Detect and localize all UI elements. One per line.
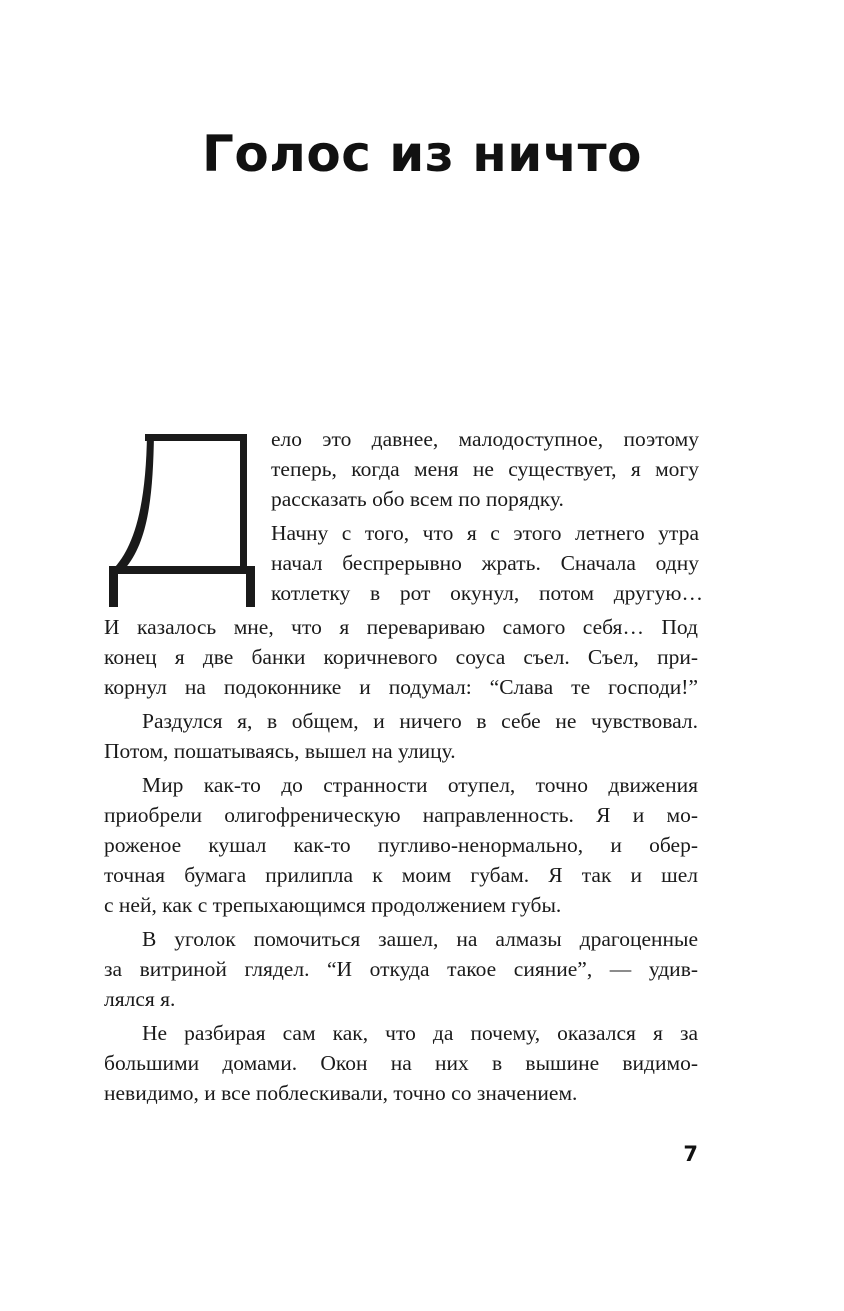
paragraph-line: конец я две банки коричневого соуса съел. Съел, при- (104, 645, 698, 669)
paragraph-line: Начну с того, что я с этого летнего утра (271, 521, 699, 545)
paragraph-line: приобрели олигофреническую направленность. Я и мо- (104, 803, 698, 827)
drop-cap (103, 432, 261, 608)
paragraph-line: точная бумага прилипла к моим губам. Я так и шел (104, 863, 698, 887)
paragraph-line: за витриной глядел. “И откуда такое сияние”, — удив- (104, 957, 698, 981)
paragraph-line: И казалось мне, что я перевариваю самого себя… Под (104, 615, 698, 639)
paragraph-line: начал беспрерывно жрать. Сначала одну (271, 551, 699, 575)
paragraph-line: лялся я. (104, 987, 176, 1011)
paragraph-line: теперь, когда меня не существует, я могу (271, 457, 699, 481)
paragraph-line: ело это давнее, малодоступное, поэтому (271, 427, 699, 451)
paragraph-line: В уголок помочиться зашел, на алмазы драгоценные (142, 927, 698, 951)
page-number: 7 (683, 1142, 698, 1166)
paragraph-line: рассказать обо всем по порядку. (271, 487, 564, 511)
paragraph-line: Не разбирая сам как, что да почему, оказался я за (142, 1021, 698, 1045)
drop-cap-letter-d (103, 432, 261, 608)
paragraph-line: Потом, пошатываясь, вышел на улицу. (104, 739, 456, 763)
paragraph-line: большими домами. Окон на них в вышине видимо- (104, 1051, 698, 1075)
chapter-title: Голос из ничто (202, 125, 642, 183)
paragraph-line: Раздулся я, в общем, и ничего в себе не чувствовал. (142, 709, 698, 733)
paragraph-line: Мир как-то до странности отупел, точно движения (142, 773, 698, 797)
paragraph-line: с ней, как с трепыхающимся продолжением губы. (104, 893, 562, 917)
paragraph-line: корнул на подоконнике и подумал: “Слава те господи!” (104, 675, 698, 699)
paragraph-line: невидимо, и все поблескивали, точно со значением. (104, 1081, 578, 1105)
paragraph-line: роженое кушал как-то пугливо-ненормально, и обер- (104, 833, 698, 857)
paragraph-line: котлетку в рот окунул, потом другую… (271, 581, 703, 605)
